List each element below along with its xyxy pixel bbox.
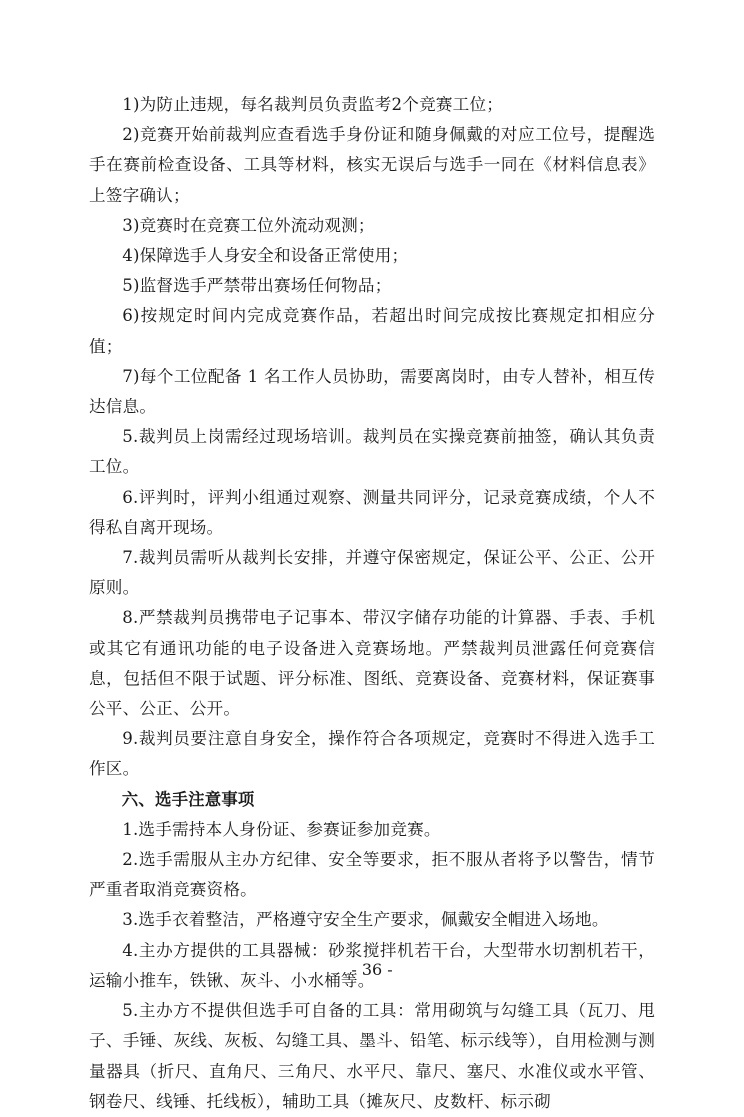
page-number: - 36 - <box>351 960 393 979</box>
paragraph: 7.裁判员需听从裁判长安排，并遵守保密规定，保证公平、公正、公开原则。 <box>89 548 655 598</box>
section-paragraph: 4.主办方提供的工具器械：砂浆搅拌机若干台，大型带水切割机若干，运输小推车，铁锹、灰斗、小水桶等。 <box>89 940 655 990</box>
paragraph: 5.裁判员上岗需经过现场培训。裁判员在实操竞赛前抽签，确认其负责工位。 <box>89 427 655 477</box>
paragraph: 1)为防止违规，每名裁判员负责监考2个竞赛工位； <box>122 95 504 114</box>
paragraph: 7)每个工位配备 1 名工作人员协助，需要离岗时，由专人替补，相互传达信息。 <box>89 366 655 417</box>
paragraph: 2)竞赛开始前裁判应查看选手身份证和随身佩戴的对应工位号，提醒选手在赛前检查设备、工具等材料，核实无误后与选手一同在《材料信息表》上签字确认； <box>89 125 655 205</box>
paragraph: 6)按规定时间内完成竞赛作品，若超出时间完成按比赛规定扣相应分值； <box>89 306 655 356</box>
section-heading: 六、选手注意事项 <box>121 789 255 809</box>
section-paragraph: 1.选手需持本人身份证、参赛证参加竞赛。 <box>122 819 441 839</box>
section-paragraph: 2.选手需服从主办方纪律、安全等要求，拒不服从者将予以警告，情节严重者取消竞赛资格。 <box>89 850 655 900</box>
paragraph: 9.裁判员要注意自身安全，操作符合各项规定，竞赛时不得进入选手工作区。 <box>89 729 655 779</box>
paragraph: 6.评判时，评判小组通过观察、测量共同评分，记录竞赛成绩，个人不得私自离开现场。 <box>89 487 655 537</box>
section-paragraph: 5.主办方不提供但选手可自备的工具：常用砌筑与勾缝工具（瓦刀、甩子、手锤、灰线、灰板、勾缝工具、墨斗、铅笔、标示线等），自用检测与测量器具（折尺、直角尺、三角尺、水平尺、靠尺、塞尺、水准仪或水平管、钢卷尺、线锤、托线板），辅助工具（摊灰尺、皮数杆、标示砌 <box>89 1001 655 1111</box>
paragraph: 4)保障选手人身安全和设备正常使用； <box>122 246 409 266</box>
paragraph: 3)竞赛时在竞赛工位外流动观测； <box>122 215 375 235</box>
paragraph: 5)监督选手严禁带出赛场任何物品； <box>122 276 392 296</box>
section-paragraph: 3.选手衣着整洁，严格遵守安全生产要求，佩戴安全帽进入场地。 <box>122 910 609 930</box>
paragraph: 8.严禁裁判员携带电子记事本、带汉字储存功能的计算器、手表、手机或其它有通讯功能的电子设备进入竞赛场地。严禁裁判员泄露任何竞赛信息，包括但不限于试题、评分标准、图纸、竞赛设备、竞赛材料，保证赛事公平、公正、公开。 <box>89 608 655 719</box>
